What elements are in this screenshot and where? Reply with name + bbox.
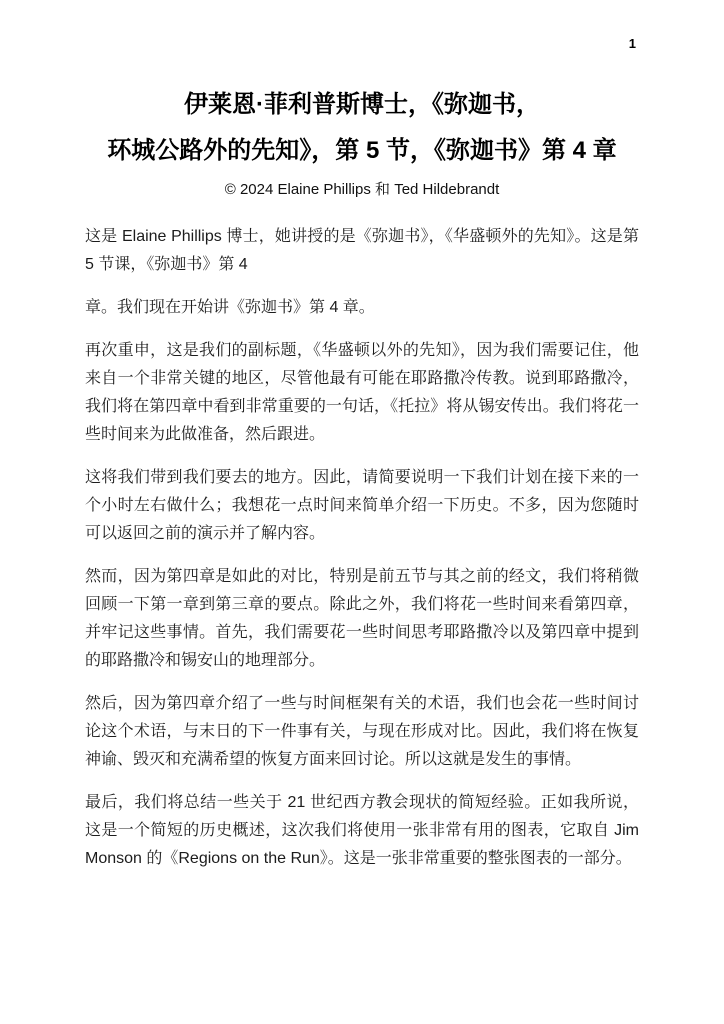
document-title: [85, 82, 639, 174]
title-line-2: 环城公路外的先知》，第 5 节，《弥迦书》第 4 章: [107, 137, 617, 164]
paragraph-5: 然而，因为第四章是如此的对比，特别是前五节与其之前的经文，我们将稍微回顾一下第一章到第三章的要点。除此之外，我们将花一些时间来看第四章，并牢记这些事情。首先，我们需要花一些时间思考耶路撒冷以及第四章中提到的耶路撒冷和锡安山的地理部分。: [85, 568, 639, 669]
page-number: 1: [628, 36, 636, 51]
paragraph-6: 然后，因为第四章介绍了一些与时间框架有关的术语，我们也会花一些时间讨论这个术语，与末日的下一件事有关，与现在形成对比。因此，我们将在恢复神谕、毁灭和充满希望的恢复方面来回讨论。所以这就是发生的事情。: [85, 695, 639, 768]
paragraph-4: 这将我们带到我们要去的地方。因此，请简要说明一下我们计划在接下来的一个小时左右做什么；我想花一点时间来简单介绍一下历史。不多，因为您随时可以返回之前的演示并了解内容。: [85, 469, 639, 542]
copyright-line: © 2024 Elaine Phillips 和 Ted Hildebrandt: [224, 181, 500, 198]
paragraph-2: 章。我们现在开始讲《弥迦书》第 4 章。: [85, 299, 375, 316]
paragraph-3: 再次重申，这是我们的副标题，《华盛顿以外的先知》，因为我们需要记住，他来自一个非常关键的地区，尽管他最有可能在耶路撒冷传教。说到耶路撒冷，我们将在第四章中看到非常重要的一句话，《托拉》将从锡安传出。我们将花一些时间来为此做准备，然后跟进。: [85, 342, 639, 443]
document-body: [85, 223, 639, 873]
paragraph-1: 这是 Elaine Phillips 博士，她讲授的是《弥迦书》，《华盛顿外的先知》。这是第 5 节课，《弥迦书》第 4: [85, 228, 639, 273]
paragraph-7: 最后，我们将总结一些关于 21 世纪西方教会现状的简短经验。正如我所说，这是一个简短的历史概述，这次我们将使用一张非常有用的图表，它取自 Jim Monson 的《Regions on the Run》。这是一张非常重要的整张图表的一部分。: [85, 794, 639, 867]
title-line-1: 伊莱恩·菲利普斯博士，《弥迦书，: [184, 91, 540, 118]
